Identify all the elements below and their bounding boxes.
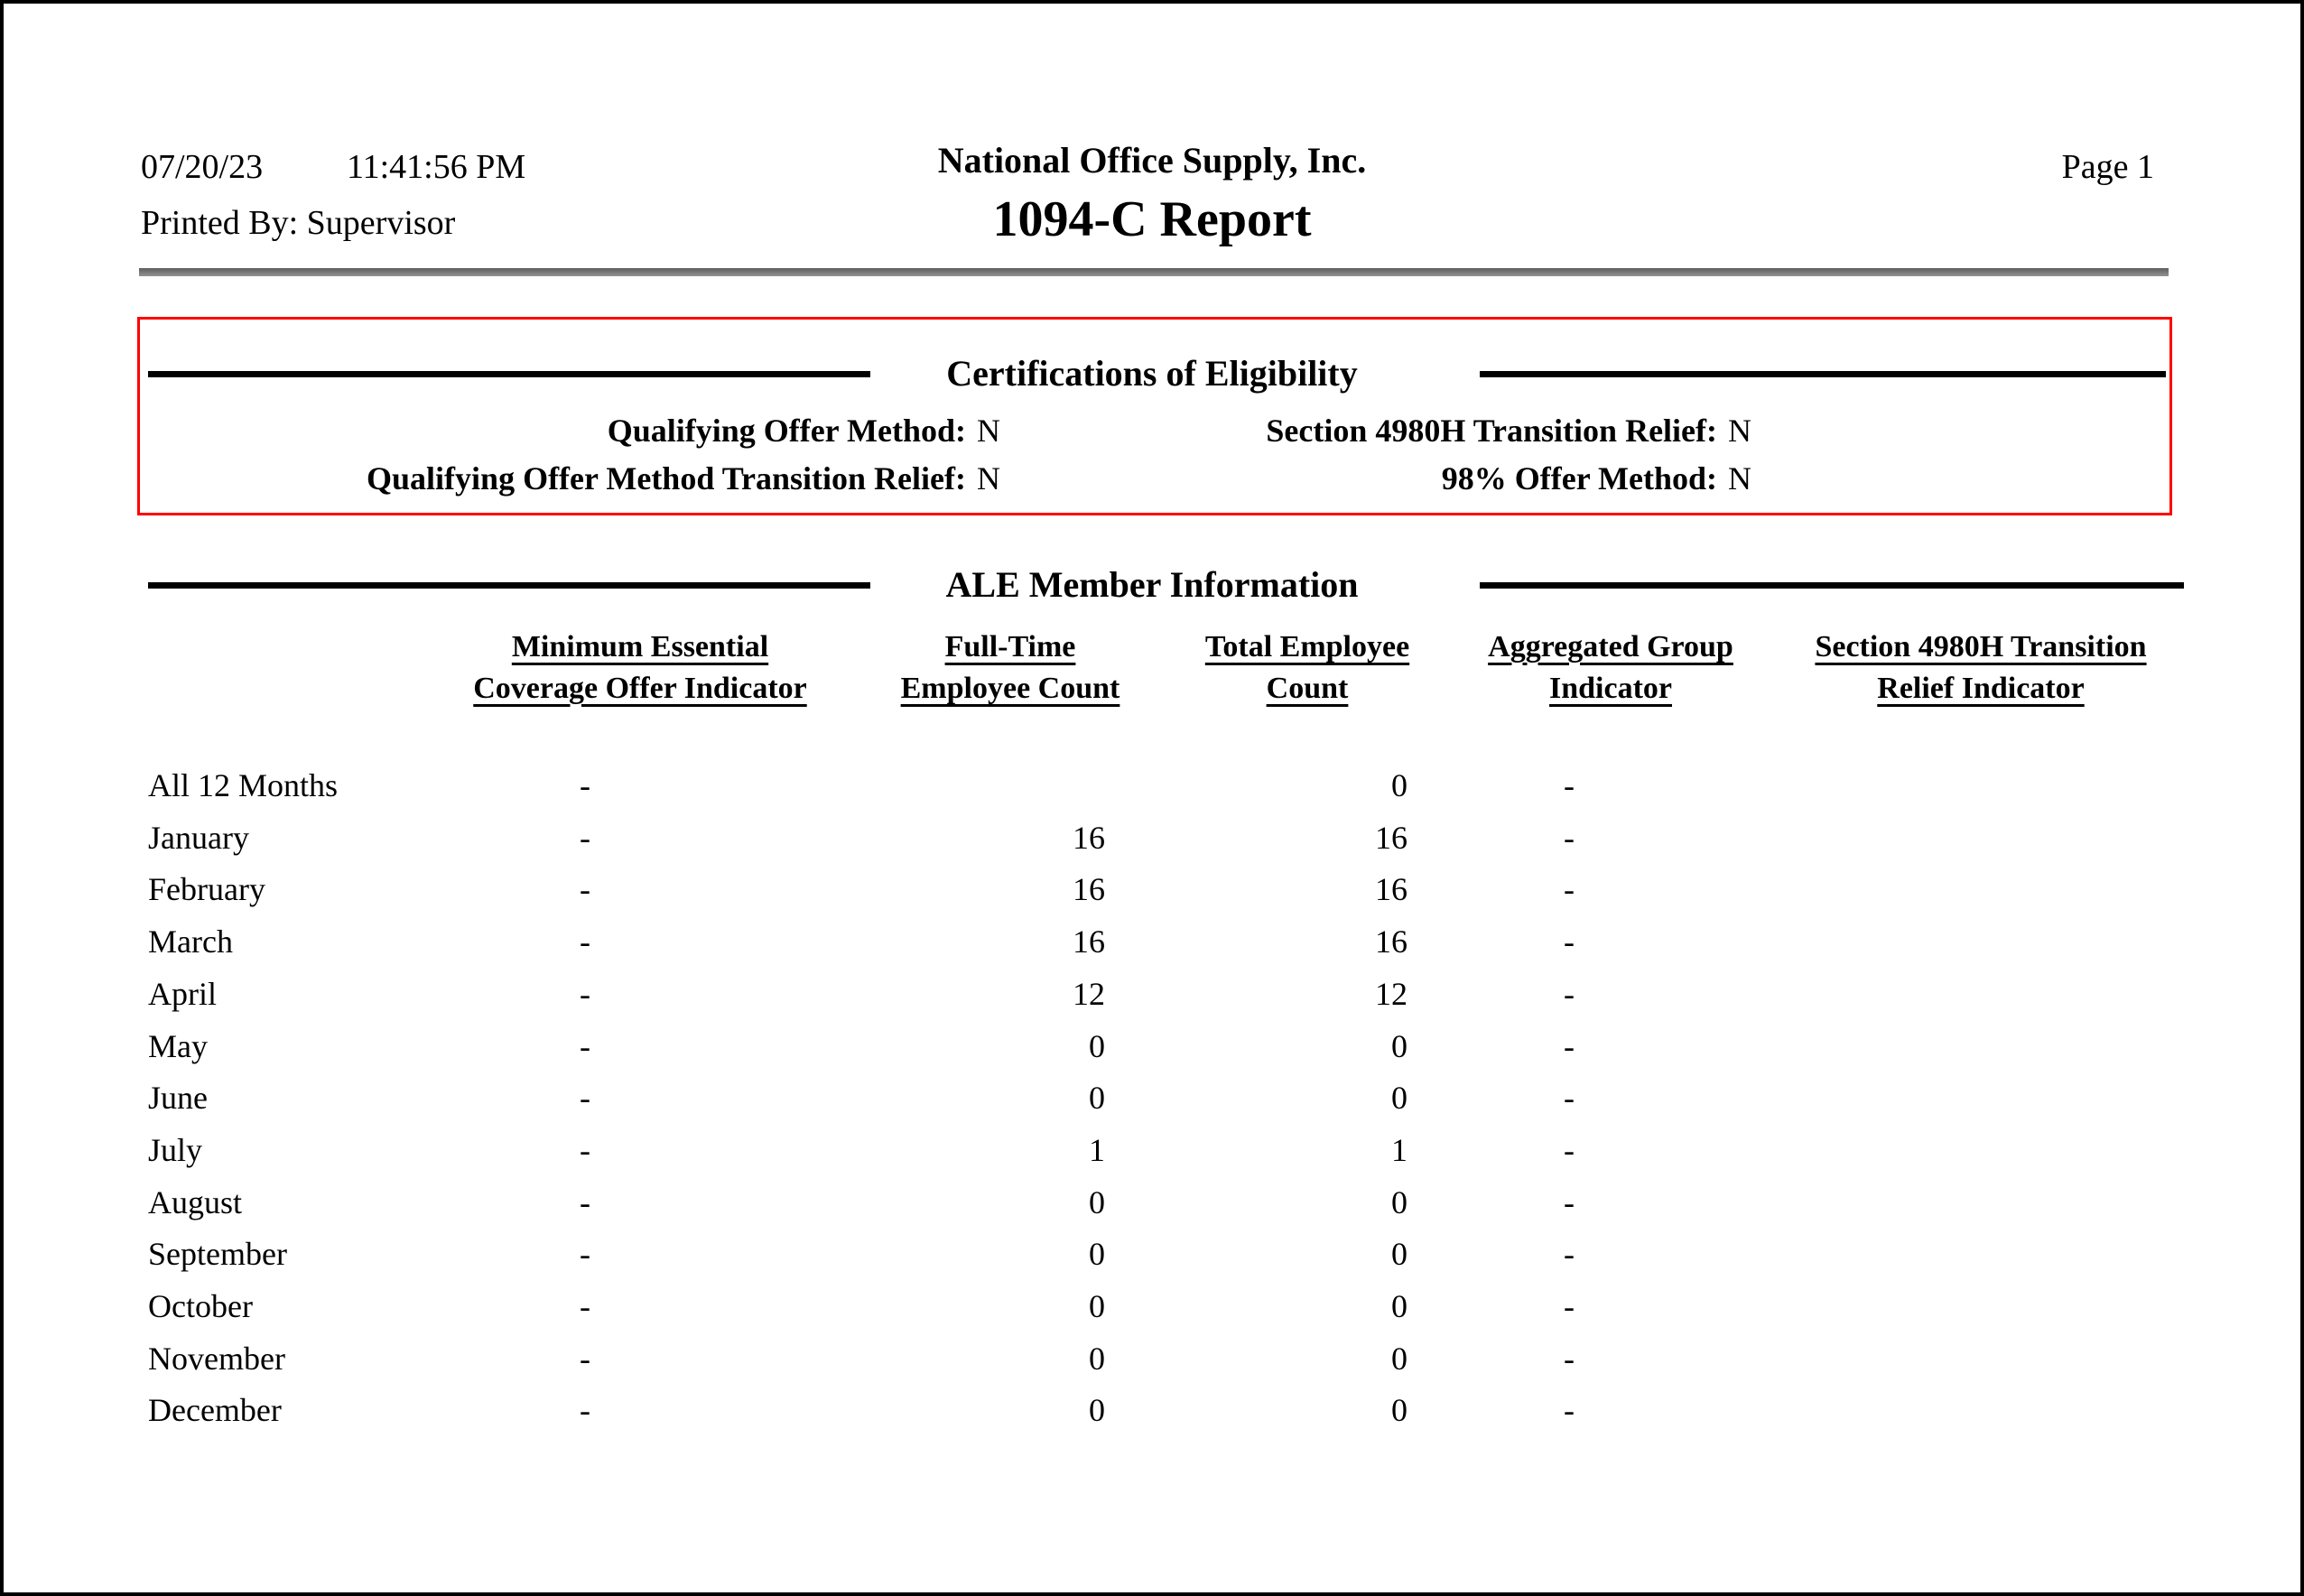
cell-total-count: 0 <box>1391 1028 1407 1064</box>
column-header-line: Coverage Offer Indicator <box>473 672 807 705</box>
row-period: February <box>148 871 265 907</box>
cell-aggregated-indicator: - <box>1564 1132 1575 1168</box>
column-header-aggregated-group-indicator <box>1430 626 1791 710</box>
column-header-line: Full-Time <box>944 630 1076 663</box>
cell-aggregated-indicator: - <box>1564 820 1575 856</box>
company-name: National Office Supply, Inc. <box>937 140 1367 181</box>
column-header-mec-offer-indicator <box>414 626 866 710</box>
cert-field-label: Qualifying Offer Method: <box>607 413 966 449</box>
cell-total-count: 0 <box>1391 1392 1407 1428</box>
ale-title-rule-right <box>1480 582 2184 589</box>
report-title: 1094-C Report <box>992 191 1312 247</box>
cell-aggregated-indicator: - <box>1564 1236 1575 1272</box>
header-divider <box>139 268 2169 276</box>
row-period: January <box>148 820 249 856</box>
cell-mec-indicator: - <box>580 1184 590 1220</box>
row-period: June <box>148 1080 208 1116</box>
cert-field-value: N <box>977 413 1000 449</box>
cell-total-count: 0 <box>1391 1236 1407 1272</box>
table-row <box>4 923 2304 968</box>
column-header-line: Employee Count <box>900 672 1120 705</box>
table-row <box>4 819 2304 864</box>
column-header-4980h-relief-indicator <box>1755 626 2206 710</box>
cell-aggregated-indicator: - <box>1564 1184 1575 1220</box>
row-period: August <box>148 1184 243 1220</box>
table-row <box>4 1287 2304 1332</box>
cell-fulltime-count: 0 <box>1089 1288 1105 1324</box>
table-row <box>4 1079 2304 1124</box>
cell-fulltime-count: 0 <box>1089 1184 1105 1220</box>
table-row <box>4 870 2304 915</box>
row-period: November <box>148 1341 285 1377</box>
cell-mec-indicator: - <box>580 1341 590 1377</box>
cell-aggregated-indicator: - <box>1564 1392 1575 1428</box>
cert-field-label: Section 4980H Transition Relief: <box>1266 413 1717 449</box>
row-period: All 12 Months <box>148 767 339 803</box>
cell-total-count: 16 <box>1375 820 1407 856</box>
cell-aggregated-indicator: - <box>1564 1288 1575 1324</box>
cell-total-count: 0 <box>1391 1341 1407 1377</box>
cell-fulltime-count: 1 <box>1089 1132 1105 1168</box>
cert-field-value: N <box>1728 460 1751 496</box>
row-period: May <box>148 1028 208 1064</box>
row-period: October <box>148 1288 253 1324</box>
column-header-line: Aggregated Group <box>1488 630 1733 663</box>
page-number: Page 1 <box>2061 148 2154 186</box>
cert-field-qualifying-offer-method-transition-relief <box>367 459 1000 497</box>
cell-total-count: 1 <box>1391 1132 1407 1168</box>
cert-field-label: 98% Offer Method: <box>1441 460 1717 496</box>
printed-by: Printed By: Supervisor <box>141 204 456 242</box>
column-header-line: Section 4980H Transition <box>1815 630 2147 663</box>
cell-fulltime-count: 0 <box>1089 1341 1105 1377</box>
column-header-line: Count <box>1266 672 1349 705</box>
column-header-line: Total Employee <box>1204 630 1410 663</box>
cell-aggregated-indicator: - <box>1564 923 1575 960</box>
cell-mec-indicator: - <box>580 820 590 856</box>
row-period: March <box>148 923 233 960</box>
cell-total-count: 0 <box>1391 1080 1407 1116</box>
cell-total-count: 0 <box>1391 1288 1407 1324</box>
row-period: December <box>148 1392 282 1428</box>
cell-aggregated-indicator: - <box>1564 1341 1575 1377</box>
table-row <box>4 1183 2304 1229</box>
cell-total-count: 16 <box>1375 871 1407 907</box>
certifications-title: Certifications of Eligibility <box>946 353 1358 394</box>
cell-fulltime-count: 16 <box>1073 923 1105 960</box>
column-header-line: Indicator <box>1549 672 1672 705</box>
table-row <box>4 1027 2304 1072</box>
cert-title-rule-right <box>1480 371 2166 377</box>
cell-aggregated-indicator: - <box>1564 1080 1575 1116</box>
cell-aggregated-indicator: - <box>1564 976 1575 1012</box>
cell-total-count: 16 <box>1375 923 1407 960</box>
cell-total-count: 0 <box>1391 1184 1407 1220</box>
cell-mec-indicator: - <box>580 1132 590 1168</box>
cert-field-qualifying-offer-method <box>608 412 1000 450</box>
cell-mec-indicator: - <box>580 1288 590 1324</box>
table-row <box>4 1235 2304 1280</box>
table-row <box>4 1391 2304 1436</box>
cell-total-count: 12 <box>1375 976 1407 1012</box>
row-period: September <box>148 1236 287 1272</box>
cert-field-value: N <box>1728 413 1751 449</box>
row-period: July <box>148 1132 203 1168</box>
print-time: 11:41:56 PM <box>347 148 526 186</box>
cell-mec-indicator: - <box>580 871 590 907</box>
cell-fulltime-count: 16 <box>1073 820 1105 856</box>
cell-fulltime-count: 12 <box>1073 976 1105 1012</box>
cell-mec-indicator: - <box>580 976 590 1012</box>
table-row <box>4 766 2304 812</box>
row-period: April <box>148 976 217 1012</box>
cell-fulltime-count: 0 <box>1089 1080 1105 1116</box>
cert-field-value: N <box>977 460 1000 496</box>
cell-mec-indicator: - <box>580 923 590 960</box>
cell-total-count: 0 <box>1391 767 1407 803</box>
cell-aggregated-indicator: - <box>1564 1028 1575 1064</box>
cell-mec-indicator: - <box>580 1236 590 1272</box>
cell-fulltime-count: 0 <box>1089 1236 1105 1272</box>
cell-fulltime-count: 0 <box>1089 1028 1105 1064</box>
cert-field-label: Qualifying Offer Method Transition Relief: <box>367 460 966 496</box>
table-row <box>4 1340 2304 1385</box>
cell-mec-indicator: - <box>580 1080 590 1116</box>
cert-field-section-4980h-transition-relief <box>1266 412 1751 450</box>
column-header-line: Minimum Essential <box>511 630 769 663</box>
table-row <box>4 1131 2304 1176</box>
print-date: 07/20/23 <box>141 148 264 186</box>
cell-fulltime-count: 16 <box>1073 871 1105 907</box>
ale-section-title: ALE Member Information <box>945 564 1359 605</box>
cell-mec-indicator: - <box>580 1392 590 1428</box>
cell-mec-indicator: - <box>580 767 590 803</box>
column-header-line: Relief Indicator <box>1877 672 2085 705</box>
cell-mec-indicator: - <box>580 1028 590 1064</box>
cell-fulltime-count: 0 <box>1089 1392 1105 1428</box>
cell-aggregated-indicator: - <box>1564 871 1575 907</box>
cert-field-98-percent-offer-method <box>1442 459 1751 497</box>
cell-aggregated-indicator: - <box>1564 767 1575 803</box>
table-row <box>4 975 2304 1020</box>
